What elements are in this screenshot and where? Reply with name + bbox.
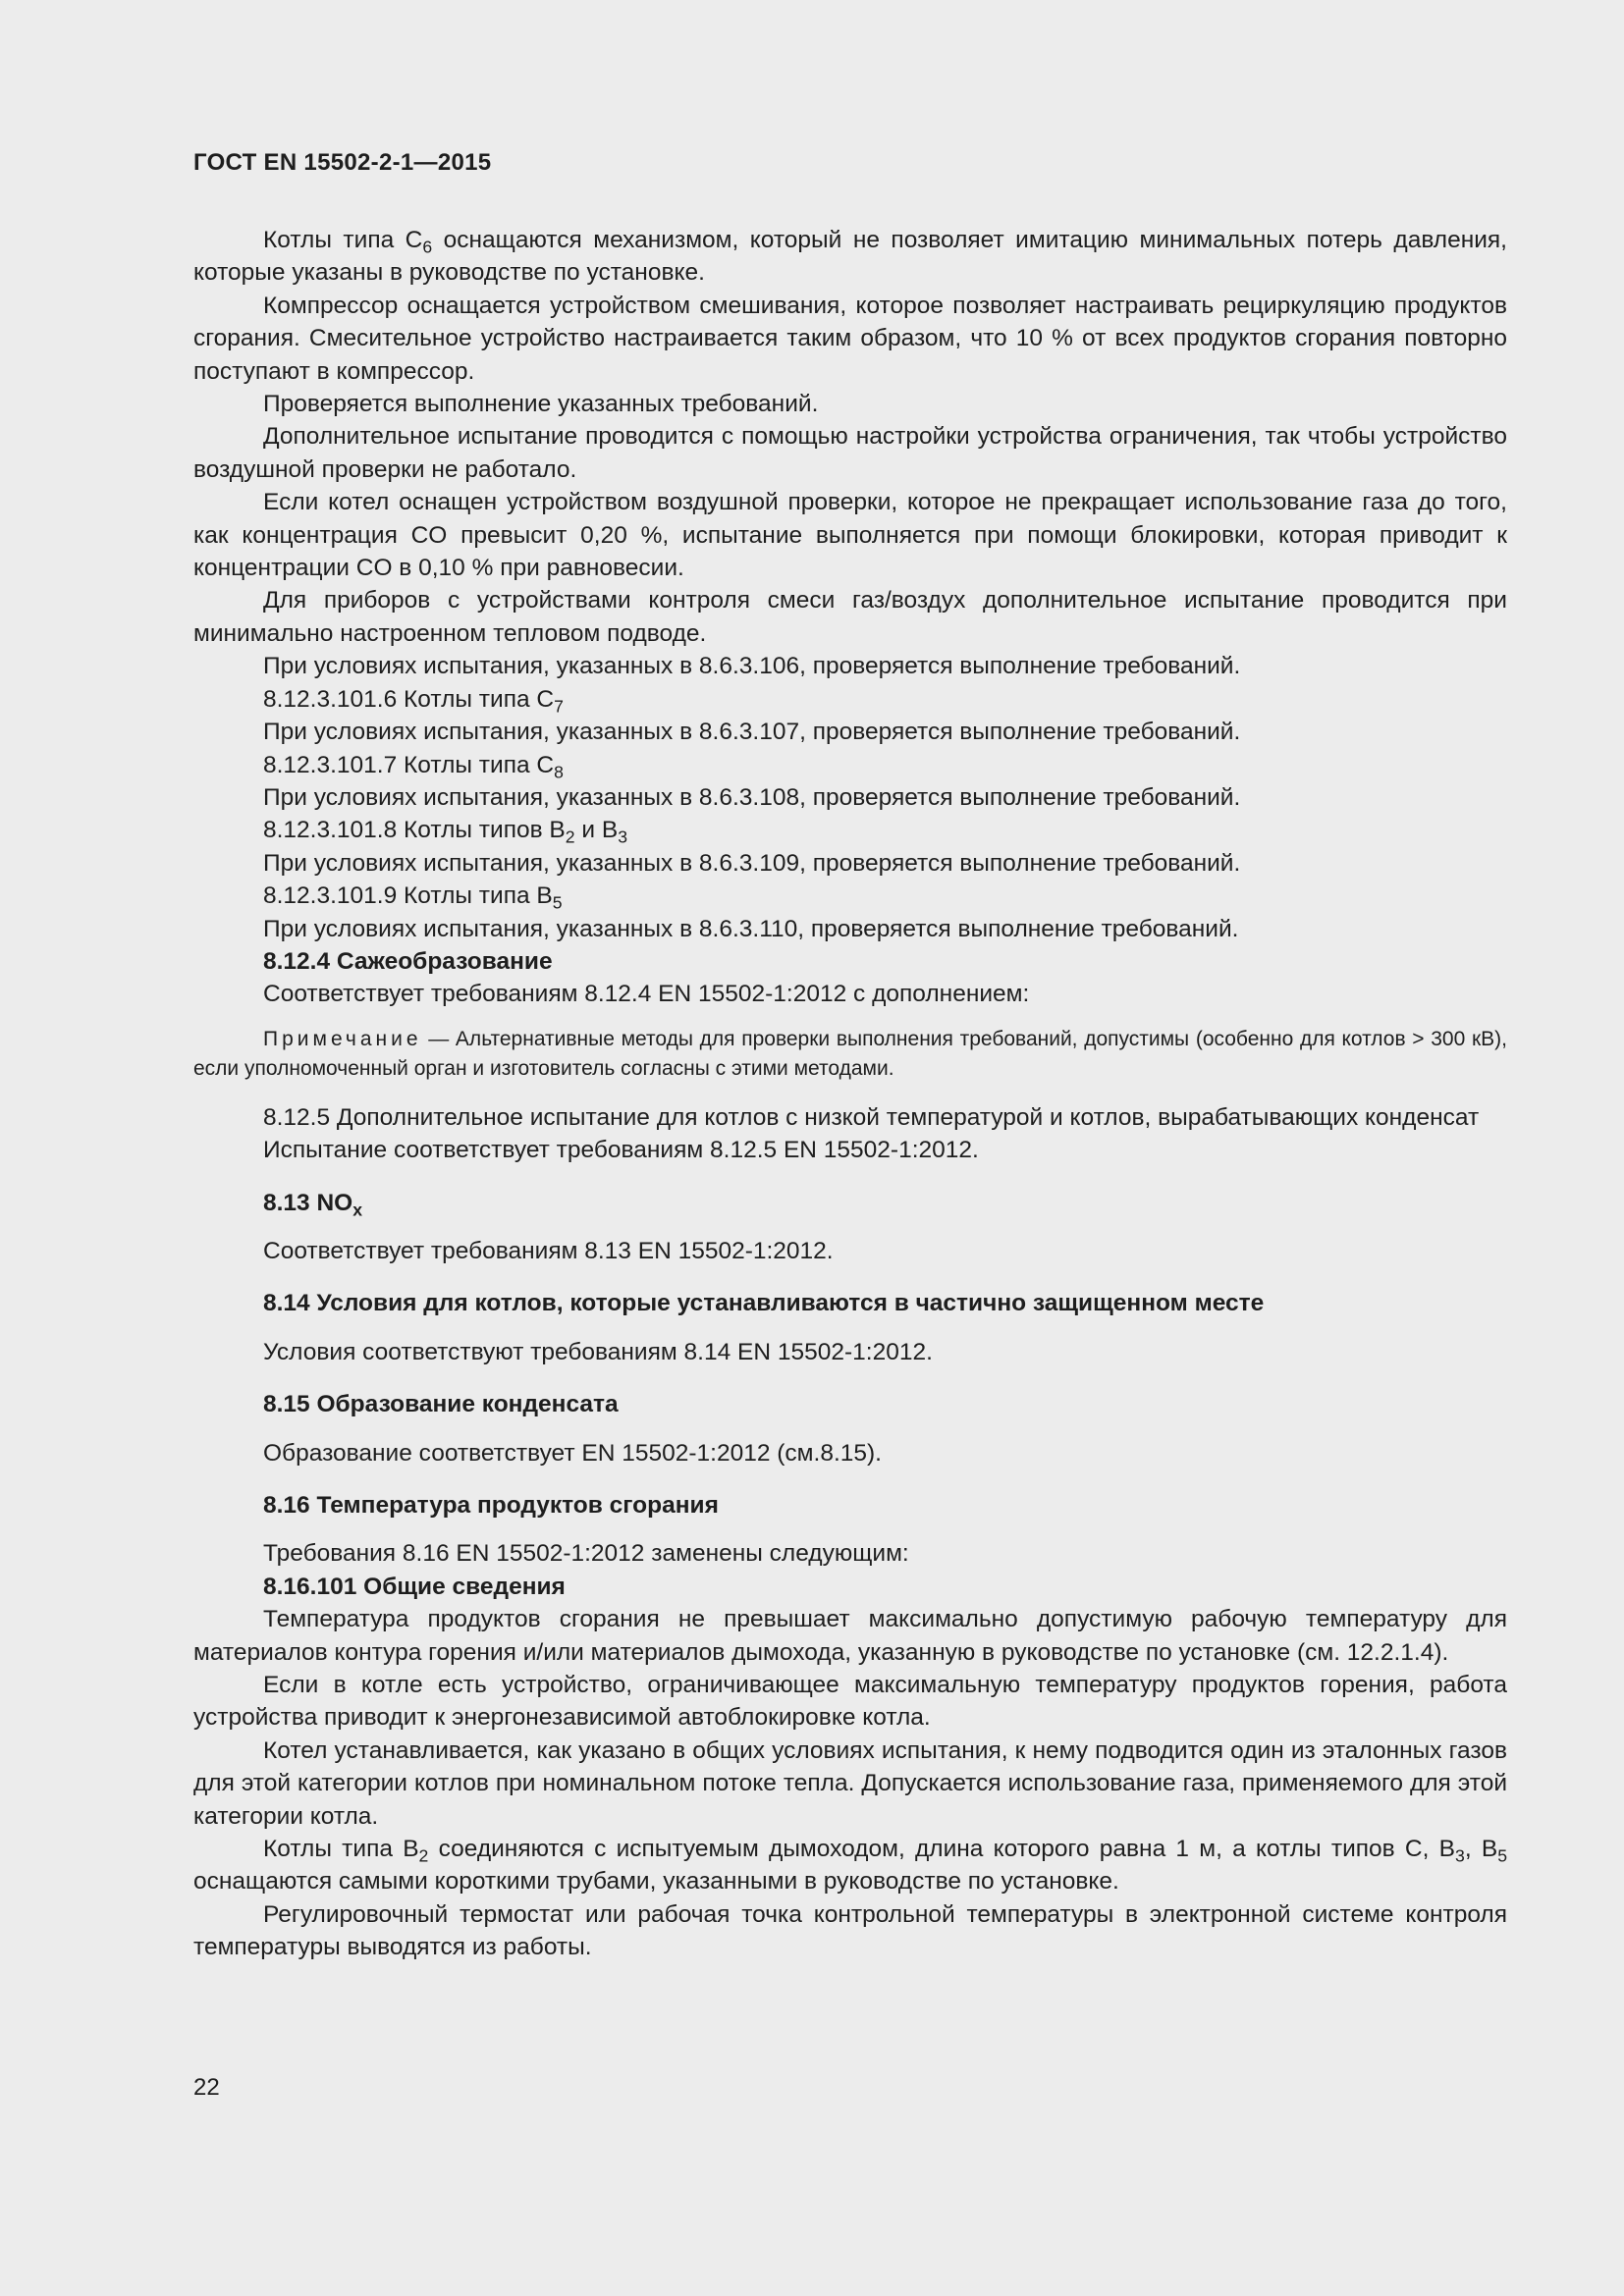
- paragraph: Котел устанавливается, как указано в общих условиях испытания, к нему подводится один из эталонных газов для этой категории котлов при номинальном потоке тепла. Допускается использование газа, применяемого для этой категории котла.: [193, 1736, 1507, 1830]
- paragraph: Требования 8.16 EN 15502-1:2012 заменены следующим:: [263, 1540, 909, 1568]
- subsection-heading: 8.16.101 Общие сведения: [263, 1573, 566, 1600]
- subsection-heading: 8.12.3.101.6 Котлы типа $С_7$: [263, 685, 564, 717]
- paragraph: Котлы типа $В_2$ соединяются с испытуемым дымоходом, длина которого равна 1 м, а котлы типов С, $В_3$, $В_5$ оснащаются самыми короткими трубами, указанными в руководстве по установке.: [193, 1836, 1507, 1896]
- paragraph: Условия соответствуют требованиям 8.14 EN 15502-1:2012.: [263, 1338, 933, 1365]
- paragraph: Для приборов с устройствами контроля смеси газ/воздух дополнительное испытание проводится при минимально настроенном тепловом подводе.: [193, 587, 1507, 647]
- note-label: Примечание: [263, 1027, 422, 1050]
- paragraph: При условиях испытания, указанных в 8.6.3.109, проверяется выполнение требований.: [263, 849, 1241, 877]
- paragraph: Образование соответствует EN 15502-1:2012 (см.8.15).: [263, 1439, 882, 1467]
- section-heading: 8.14 Условия для котлов, которые устанавливаются в частично защищенном месте: [263, 1290, 1265, 1317]
- paragraph: При условиях испытания, указанных в 8.6.3.110, проверяется выполнение требований.: [263, 915, 1239, 942]
- subsection-heading: 8.12.5 Дополнительное испытание для котлов с низкой температурой и котлов, вырабатывающих конденсат: [263, 1103, 1480, 1131]
- document-header: ГОСТ EN 15502-2-1—2015: [193, 149, 492, 176]
- paragraph: Дополнительное испытание проводится с помощью настройки устройства ограничения, так чтобы устройство воздушной проверки не работало.: [193, 423, 1507, 483]
- paragraph: Температура продуктов сгорания не превышает максимально допустимую рабочую температуру для материалов контура горения и/или материалов дымохода, указанную в руководстве по установке (см. 12.2.1.4).: [193, 1606, 1507, 1666]
- paragraph: Соответствует требованиям 8.13 EN 15502-1:2012.: [263, 1237, 834, 1264]
- paragraph: Если в котле есть устройство, ограничивающее максимальную температуру продуктов горения, работа устройства приводит к энергонезависимой автоблокировке котла.: [193, 1672, 1507, 1732]
- paragraph: Испытание соответствует требованиям 8.12.5 EN 15502-1:2012.: [263, 1137, 979, 1164]
- document-body: [193, 224, 1507, 1964]
- paragraph: Если котел оснащен устройством воздушной проверки, которое не прекращает использование газа до того, как концентрация CO превысит 0,20 %, испытание выполняется при помощи блокировки, которая приводит к концентрации CO в 0,10 % при равновесии.: [193, 489, 1507, 582]
- subsection-heading: 8.12.3.101.8 Котлы типов $В_2$ и $В_3$: [263, 817, 628, 847]
- paragraph: Проверяется выполнение указанных требований.: [263, 391, 819, 418]
- subsection-heading: 8.12.3.101.9 Котлы типа $В_5$: [263, 882, 563, 913]
- paragraph: При условиях испытания, указанных в 8.6.3.108, проверяется выполнение требований.: [263, 783, 1241, 811]
- section-heading: 8.16 Температура продуктов сгорания: [263, 1492, 719, 1519]
- note: Примечание — Альтернативные методы для проверки выполнения требований, допустимы (особенно для котлов > 300 кВ), если уполномоченный орган и изготовитель согласны с этими методами.: [193, 1027, 1507, 1080]
- page-number: 22: [193, 2074, 220, 2101]
- section-heading: 8.15 Образование конденсата: [263, 1391, 619, 1418]
- subsection-heading: 8.12.3.101.7 Котлы типа $С_8$: [263, 751, 564, 782]
- section-heading: 8.13 $NO_x$: [263, 1189, 363, 1220]
- paragraph: Регулировочный термостат или рабочая точка контрольной температуры в электронной системе контроля температуры выводятся из работы.: [193, 1900, 1507, 1961]
- paragraph: При условиях испытания, указанных в 8.6.3.106, проверяется выполнение требований.: [263, 653, 1241, 680]
- section-heading: 8.12.4 Сажеобразование: [263, 947, 553, 975]
- paragraph: Соответствует требованиям 8.12.4 EN 15502-1:2012 с дополнением:: [263, 981, 1030, 1008]
- paragraph: При условиях испытания, указанных в 8.6.3.107, проверяется выполнение требований.: [263, 719, 1241, 746]
- paragraph: Компрессор оснащается устройством смешивания, которое позволяет настраивать рециркуляцию продуктов сгорания. Смесительное устройство настраивается таким образом, что 10 % от всех продуктов сгорания повторно поступают в компрессор.: [193, 292, 1507, 385]
- paragraph: Котлы типа $С_6$ оснащаются механизмом, который не позволяет имитацию минимальных потерь давления, которые указаны в руководстве по установке.: [193, 227, 1507, 287]
